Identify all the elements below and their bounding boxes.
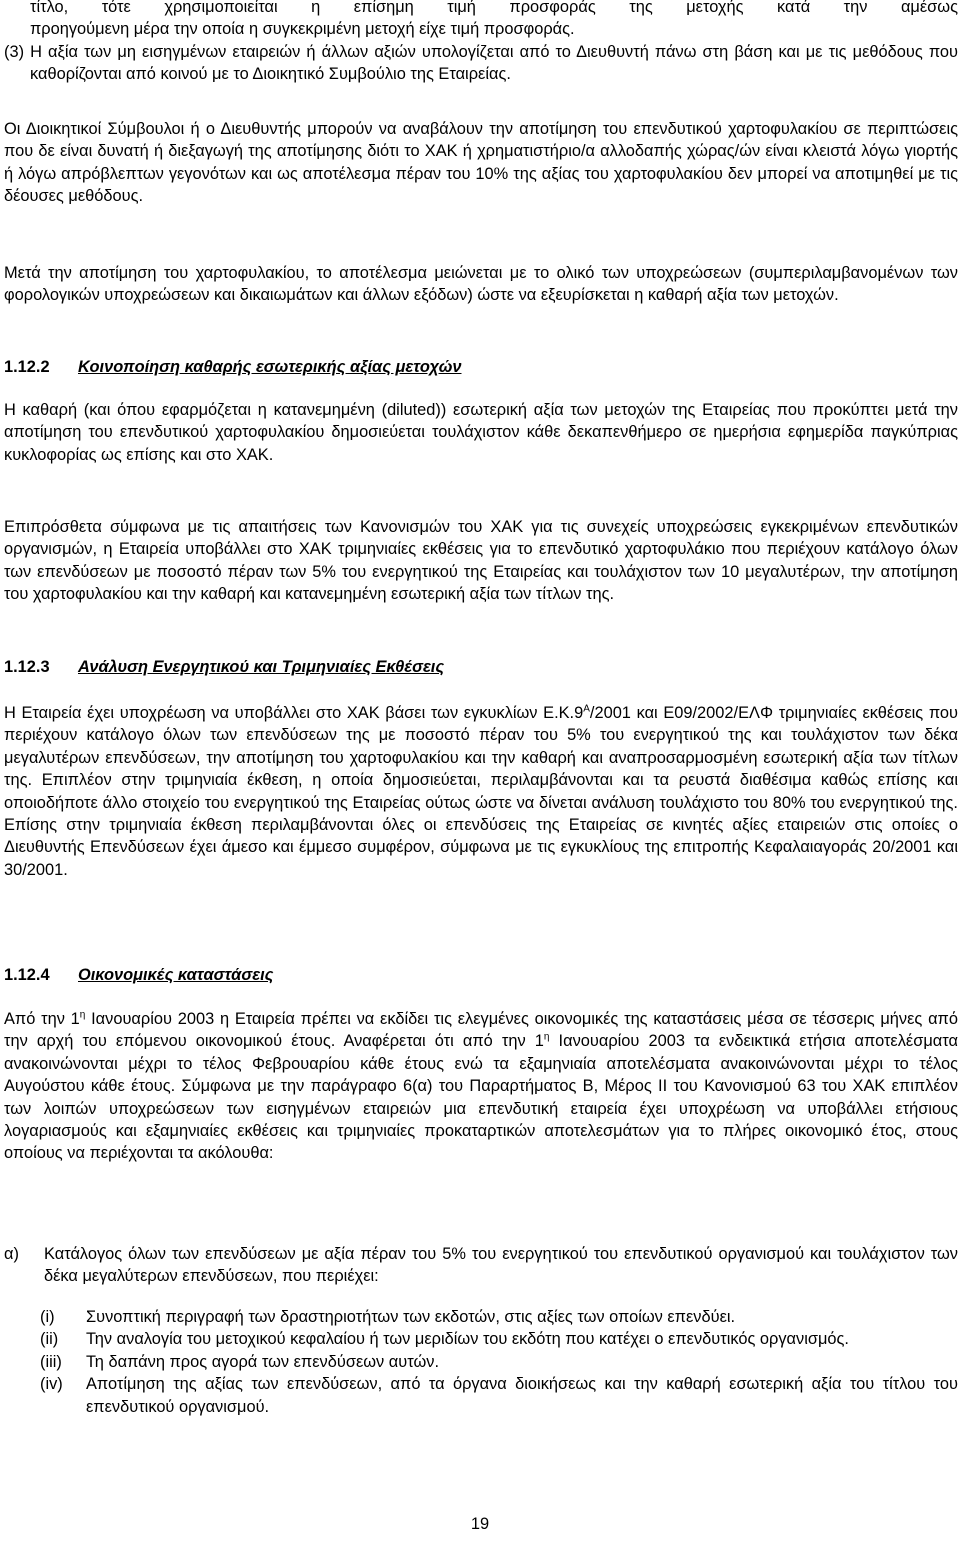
paragraph-valuation-postponement: Οι Διοικητικοί Σύμβουλοι ή ο Διευθυντής μπορούν να αναβάλουν την αποτίμηση του επενδυτικού χαρτοφυλακίου σε περιπτώσεις που δε είναι δυνατή ή διεξαγωγή της αποτίμησης διότι το ΧΑΚ ή χρηματιστήριο/α αλλοδαπής χώρας/ών είναι κλειστά λόγω γιορτής ή λόγω απρόβλεπτων γεγονότων και ως αποτέλεσμα πέραν του 10% της αξίας του χαρτοφυλακίου δεν μπορεί να αποτιμηθεί με τις δέουσες μεθόδους. bbox=[4, 120, 958, 206]
sub-list bbox=[40, 1306, 958, 1418]
continued-list-item bbox=[4, 0, 958, 86]
section-title: Κοινοποίηση καθαρής εσωτερικής αξίας μετοχών bbox=[78, 358, 462, 376]
sub-list-item bbox=[40, 1306, 958, 1328]
paragraph-net-value: Μετά την αποτίμηση του χαρτοφυλακίου, το αποτέλεσμα μειώνεται με το ολικό των υποχρεώσεων (συμπεριλαμβανομένων των φορολογικών υποχρεώσεων και δικαιωμάτων και άλλων εξόδων) ώστε να εξευρίσκεται η καθαρή αξία των μετοχών. bbox=[4, 264, 958, 305]
sub-list-item bbox=[40, 1373, 958, 1418]
sub-list-item bbox=[40, 1328, 958, 1350]
list-text: Την αναλογία του μετοχικού κεφαλαίου ή των μεριδίων του εκδότη που κατέχει ο επενδυτικός οργανισμός. bbox=[86, 1330, 849, 1349]
superscript: η bbox=[79, 1009, 86, 1021]
top-line-1: τίτλο, τότε χρησιμοποιείται η επίσημη τιμή προσφοράς της μετοχής κατά την αμέσως bbox=[30, 0, 958, 16]
list-text: Τη δαπάνη προς αγορά των επενδύσεων αυτών. bbox=[86, 1352, 440, 1371]
superscript: Α bbox=[583, 703, 590, 715]
paragraph-financial-statements: Από την $1^\eta$ Ιανουαρίου 2003 η Εταιρεία πρέπει να εκδίδει τις ελεγμένες οικονομικές της καταστάσεις μέσα σε τέσσερις μήνες από την αρχή του επόμενου οικονομικού έτους. Αναφέρεται ότι από την $1^\eta$ Ιανουαρίου 2003 τα ενδεικτικά ετήσια αποτελέσματα ανακοινώνονται μέχρι το τέλος Φεβρουαρίου κάθε έτους ενώ τα εξαμηνιαία αποτελέσματα ανακοινώνονται μέχρι το τέλος Αυγούστου κάθε έτους. Σύμφωνα με την παράγραφο 6(α) του Παραρτήματος Β, Μέρος ΙΙ του Κανονισμού 63 του ΧΑΚ επιπλέον των λοιπών υποχρεώσεων των εισηγμένων εταιρειών μια επενδυτική εταιρεία έχει υποχρέωση να υποβάλλει ετήσιους λογαριασμούς και εξαμηνιαίες εκθέσεις και τριμηνιαίες προκαταρτικών αποτελεσμάτων για το πλήρες οικονομικό έτος, στους οποίους να περιέχονται τα ακόλουθα: bbox=[4, 1009, 958, 1163]
list-text: Κατάλογος όλων των επενδύσεων με αξία πέραν του 5% του ενεργητικού του επενδυτικού οργανισμού και τουλάχιστον των δέκα μεγαλύτερων επενδύσεων, που περιέχει: bbox=[44, 1245, 958, 1286]
list-item-a bbox=[4, 1243, 958, 1288]
section-heading-1-12-4 bbox=[4, 964, 958, 986]
sub-list-item bbox=[40, 1351, 958, 1373]
paragraph-asset-analysis: Η Εταιρεία έχει υποχρέωση να υποβάλλει στο ΧΑΚ βάσει των εγκυκλίων $E.K.9^A/2001$ και Ε09/2002/ΕΛΦ τριμηνιαίες εκθέσεις που περιέχουν κατάλογο όλων των επενδύσεων της με ποσοστό πέραν του 5% του ενεργητικού της και τουλάχιστον των δέκα μεγαλυτέρων επενδύσεων, την αποτίμηση του χαρτοφυλακίου και την καθαρή και αναπροσαρμοσμένη εσωτερική αξία των τίτλων της. Επιπλέον στην τριμηνιαία έκθεση, η οποία δημοσιεύεται, περιλαμβάνονται και τα ρευστά διαθέσιμα καθώς επίσης και οποιοδήποτε άλλο στοιχείο του ενεργητικού της Εταιρείας ούτως ώστε να δίνεται ανάλυση τουλάχιστο του 80% του ενεργητικού της. Επίσης στην τριμηνιαία έκθεση περιλαμβάνονται όλες οι επενδύσεις της Εταιρείας σε κινητές αξίες εταιρειών στις οποίες ο Διευθυντής Επενδύσεων έχει άμεσο και έμμεσο συμφέρον, σύμφωνα με τις εγκυκλίους της επιτροπής Κεφαλαιαγοράς 20/2001 και 30/2001. bbox=[4, 703, 958, 879]
list-label: (iii) bbox=[40, 1352, 62, 1371]
paragraph-quarterly-reports: Επιπρόσθετα σύμφωνα με τις απαιτήσεις των Κανονισμών του ΧΑΚ για τις συνεχείς υποχρεώσεις εγκεκριμένων επενδυτικών οργανισμών, η Εταιρεία υποβάλλει στο ΧΑΚ τριμηνιαίες εκθέσεις για το επενδυτικό χαρτοφυλάκιο που περιέχουν κατάλογο όλων των επενδύσεων με ποσοστό πέραν των 5% του ενεργητικού της Εταιρείας και τουλάχιστον των 10 μεγαλυτέρων, την αποτίμηση του χαρτοφυλακίου και την καθαρή και κατανεμημένη εσωτερική αξία των τίτλων της. bbox=[4, 518, 958, 604]
list-label: (ii) bbox=[40, 1330, 59, 1349]
list-label: α) bbox=[4, 1245, 19, 1263]
list-item-3: (3) Η αξία των μη εισηγμένων εταιρειών ή άλλων αξιών υπολογίζεται από το Διευθυντή πάνω στη βάση και με τις μεθόδους που καθορίζονται από κοινού με το Διοικητικό Συμβούλιο της Εταιρείας. bbox=[4, 42, 958, 84]
superscript: η bbox=[543, 1031, 550, 1043]
list-text: Αποτίμηση της αξίας των επενδύσεων, από τα όργανα διοικήσεως και την καθαρή εσωτερική αξία του τίτλου του επενδυτικού οργανισμού. bbox=[86, 1375, 958, 1416]
paragraph-nav-publication: Η καθαρή (και όπου εφαρμόζεται η κατανεμημένη (diluted)) εσωτερική αξία των μετοχών της Εταιρείας που προκύπτει μετά την αποτίμηση του επενδυτικού χαρτοφυλακίου δημοσιεύεται τουλάχιστον κάθε δεκαπενθήμερο σε ημερήσια εφημερίδα παγκύπριας κυκλοφορίας ως επίσης και στο ΧΑΚ. bbox=[4, 401, 958, 464]
section-number: 1.12.4 bbox=[4, 966, 50, 984]
section-number: 1.12.3 bbox=[4, 658, 50, 676]
list-label: (iv) bbox=[40, 1375, 63, 1394]
section-number: 1.12.2 bbox=[4, 358, 50, 376]
section-heading-1-12-3 bbox=[4, 656, 958, 678]
list-text: Συνοπτική περιγραφή των δραστηριοτήτων των εκδοτών, στις αξίες των οποίων επενδύει. bbox=[86, 1308, 736, 1326]
section-heading-1-12-2 bbox=[4, 356, 958, 378]
list-label: (i) bbox=[40, 1308, 55, 1326]
top-line-2: προηγούμενη μέρα την οποία η συγκεκριμένη μετοχή είχε τιμή προσφοράς. bbox=[30, 20, 575, 39]
page-number: 19 bbox=[470, 1515, 490, 1533]
section-title: Οικονομικές καταστάσεις bbox=[78, 966, 274, 984]
section-title: Ανάλυση Ενεργητικού και Τριμηνιαίες Εκθέσεις bbox=[78, 658, 445, 676]
